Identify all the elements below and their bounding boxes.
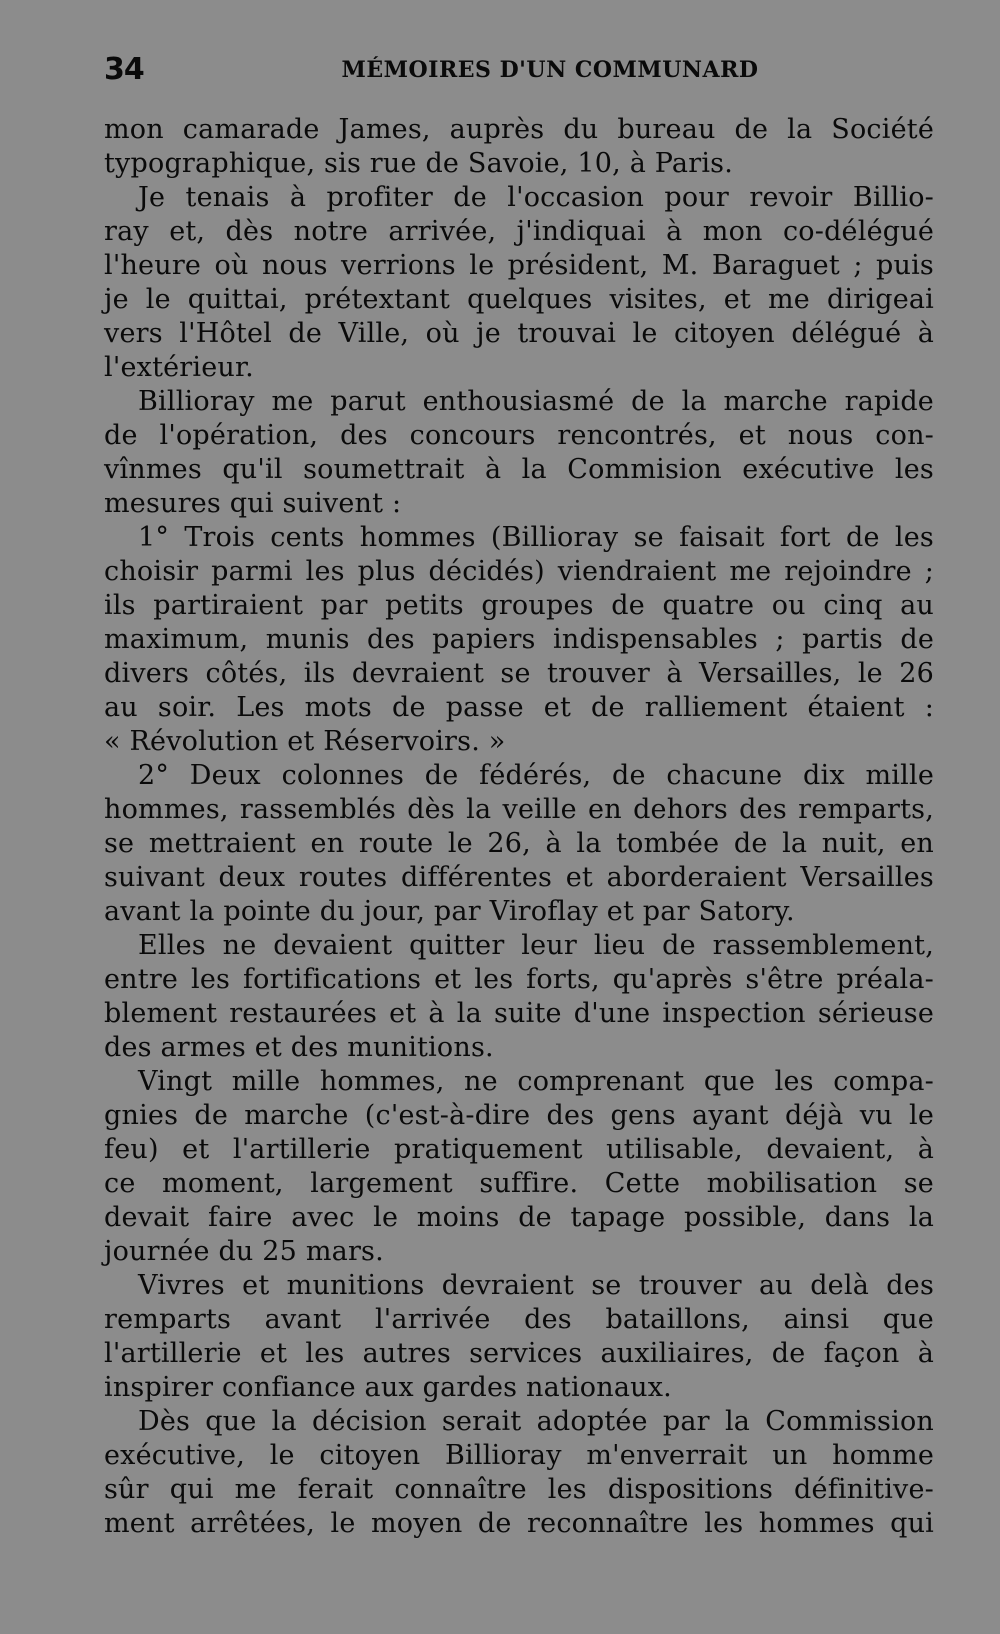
page-number: 34	[104, 52, 144, 87]
text-line: maximum, munis des papiers indispensables ; partis de	[104, 624, 934, 655]
text-line: Vivres et munitions devraient se trouver au delà des	[138, 1270, 934, 1301]
text-line: mon camarade James, auprès du bureau de la Société	[104, 114, 934, 145]
text-line: hommes, rassemblés dès la veille en dehors des remparts,	[104, 794, 934, 825]
text-line: devait faire avec le moins de tapage possible, dans la	[104, 1202, 934, 1233]
text-line: journée du 25 mars.	[104, 1236, 384, 1267]
text-line: Je tenais à profiter de l'occasion pour revoir Billio-	[138, 182, 934, 213]
text-line: 1° Trois cents hommes (Billioray se faisait fort de les	[138, 522, 934, 553]
text-line: 2° Deux colonnes de fédérés, de chacune dix mille	[138, 760, 934, 791]
text-line: vînmes qu'il soumettrait à la Commision exécutive les	[104, 454, 934, 485]
text-line: sûr qui me ferait connaître les dispositions définitive-	[104, 1474, 934, 1505]
text-line: inspirer confiance aux gardes nationaux.	[104, 1372, 672, 1403]
text-line: ils partiraient par petits groupes de quatre ou cinq au	[104, 590, 934, 621]
text-line: Elles ne devaient quitter leur lieu de rassemblement,	[138, 930, 934, 961]
text-line: l'artillerie et les autres services auxiliaires, de façon à	[104, 1338, 934, 1369]
page-header	[104, 50, 936, 90]
text-line: gnies de marche (c'est-à-dire des gens ayant déjà vu le	[104, 1100, 934, 1131]
text-line: feu) et l'artillerie pratiquement utilisable, devaient, à	[104, 1134, 934, 1165]
text-line: je le quittai, prétextant quelques visites, et me dirigeai	[104, 284, 934, 315]
body-text	[104, 113, 934, 1541]
text-line: choisir parmi les plus décidés) viendraient me rejoindre ;	[104, 556, 934, 587]
text-line: l'extérieur.	[104, 352, 254, 383]
text-line: divers côtés, ils devraient se trouver à Versailles, le 26	[104, 658, 934, 689]
text-line: ce moment, largement suffire. Cette mobilisation se	[104, 1168, 934, 1199]
text-line: exécutive, le citoyen Billioray m'enverrait un homme	[104, 1440, 934, 1471]
text-line: blement restaurées et à la suite d'une inspection sérieuse	[104, 998, 934, 1029]
text-line: « Révolution et Réservoirs. »	[104, 726, 506, 757]
text-line: entre les fortifications et les forts, qu'après s'être préala-	[104, 964, 934, 995]
text-line: avant la pointe du jour, par Viroflay et par Satory.	[104, 896, 795, 927]
text-line: ray et, dès notre arrivée, j'indiquai à mon co-délégué	[104, 216, 934, 247]
text-line: l'heure où nous verrions le président, M. Baraguet ; puis	[104, 250, 934, 281]
text-line: ment arrêtées, le moyen de reconnaître les hommes qui	[104, 1508, 934, 1539]
text-line: typographique, sis rue de Savoie, 10, à Paris.	[104, 148, 734, 179]
text-line: vers l'Hôtel de Ville, où je trouvai le citoyen délégué à	[104, 318, 934, 349]
text-line: de l'opération, des concours rencontrés, et nous con-	[104, 420, 934, 451]
text-line: se mettraient en route le 26, à la tombée de la nuit, en	[104, 828, 934, 859]
text-line: Dès que la décision serait adoptée par la Commission	[138, 1406, 934, 1437]
running-title: MÉMOIRES D'UN COMMUNARD	[341, 57, 759, 83]
text-line: des armes et des munitions.	[104, 1032, 494, 1063]
text-line: mesures qui suivent :	[104, 488, 402, 519]
text-line: au soir. Les mots de passe et de ralliement étaient :	[104, 692, 934, 723]
text-line: suivant deux routes différentes et aborderaient Versailles	[104, 862, 934, 893]
text-line: Billioray me parut enthousiasmé de la marche rapide	[138, 386, 934, 417]
text-line: remparts avant l'arrivée des bataillons, ainsi que	[104, 1304, 934, 1335]
text-line: Vingt mille hommes, ne comprenant que les compa-	[138, 1066, 934, 1097]
